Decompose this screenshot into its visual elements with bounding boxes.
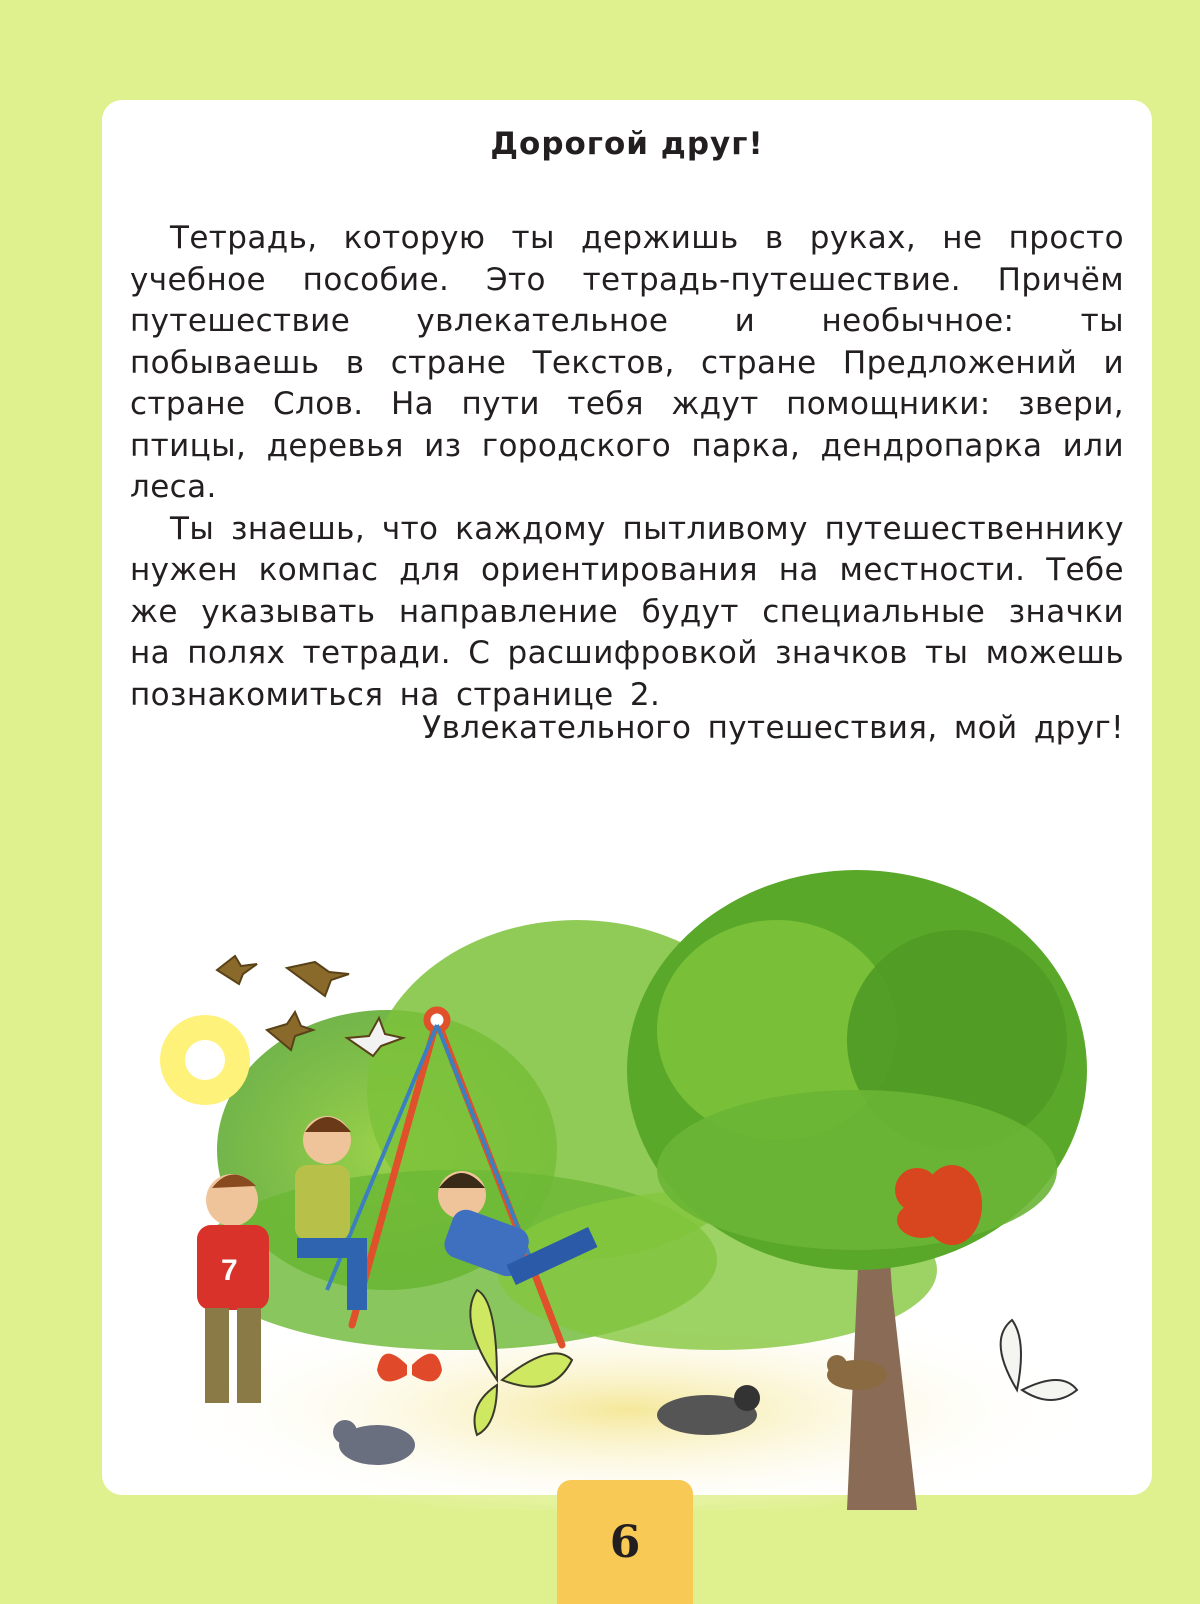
- body-text: [130, 218, 1124, 716]
- page-title: Дорогой друг!: [490, 126, 764, 162]
- park-illustration: [157, 870, 1107, 1510]
- text-card: [102, 100, 1152, 1495]
- shirt-number: 7: [221, 1254, 238, 1287]
- paragraph-1: Тетрадь, которую ты держишь в руках, не просто учебное пособие. Это тетрадь-путешествие. Причём путешествие увлекательное и необычное: ты побываешь в стране Текстов, стране Предложений и стране Слов. На пути тебя ждут помощники: звери, птицы, деревья из городского парка, дендропарка или леса.: [130, 220, 1124, 505]
- squirrel-icon: [895, 1165, 982, 1245]
- paragraph-2: Ты знаешь, что каждому пытливому путешественнику нужен компас для ориентирования на местности. Тебе же указывать направление будут специальные значки на полях тетради. С расшифровкой значков ты можешь познакомиться на странице 2.: [130, 510, 1124, 713]
- sun-icon: [160, 1015, 250, 1105]
- page-number: 6: [557, 1480, 693, 1604]
- closing-line: Увлекательного путешествия, мой друг!: [422, 710, 1124, 746]
